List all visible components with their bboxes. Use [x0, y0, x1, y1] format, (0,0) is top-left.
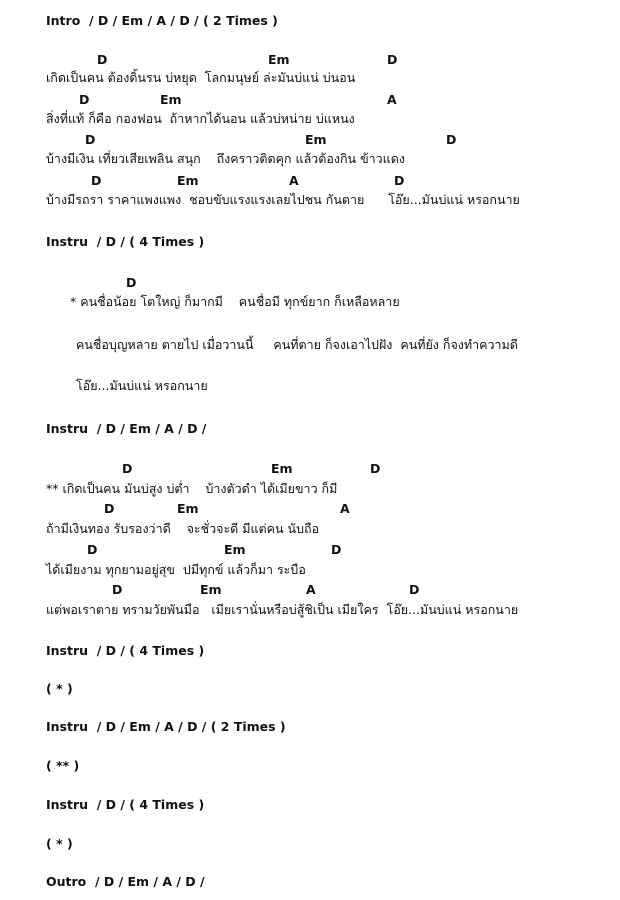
intro-line: Intro / D / Em / A / D / ( 2 Times )	[46, 13, 278, 28]
lyric-line: แต่พอเราตาย ทรามวัยพันมือ เมียเรานั่นหรือบ่สู้ชิเป็น เมียใคร โอ๊ย...มันบ่แน่ หรอกนาย	[46, 602, 519, 617]
chord: Em	[268, 52, 290, 67]
chord: D	[446, 132, 457, 147]
chord: Em	[160, 92, 182, 107]
instru-line: Instru / D / Em / A / D / ( 2 Times )	[46, 719, 286, 734]
chord: D	[85, 132, 96, 147]
lyric-line: โอ๊ย...มันบ่แน่ หรอกนาย	[76, 378, 208, 393]
repeat-marker: ( ** )	[46, 758, 80, 773]
chord: D	[370, 461, 381, 476]
chord: A	[387, 92, 397, 107]
chord: Em	[224, 542, 246, 557]
chord: D	[104, 501, 115, 516]
lyric-line: สิ่งที่แท้ ก็คือ กองฟอน ถ้าหากได้นอน แล้วบ่หน่าย บ่แหนง	[46, 111, 355, 126]
chord: D	[112, 582, 123, 597]
lyric-line: บ้างมีรถรา ราคาแพงแพง ชอบขับแรงแรงเลยไปชน กันตาย โอ๊ย...มันบ่แน่ หรอกนาย	[46, 192, 520, 207]
lyric-line: คนชื่อบุญหลาย ตายไป เมื่อวานนี้ คนที่ตาย ก็จงเอาไปฝัง คนที่ยัง ก็จงทำความดี	[76, 337, 518, 352]
chord: D	[122, 461, 133, 476]
chord: D	[97, 52, 108, 67]
chord: D	[387, 52, 398, 67]
lyric-line: ถ้ามีเงินทอง รับรองว่าดี จะชั่วจะดี มีแต่คน นับถือ	[46, 521, 320, 536]
chord: Em	[200, 582, 222, 597]
chord: Em	[305, 132, 327, 147]
chord: D	[79, 92, 90, 107]
instru-line: Instru / D / ( 4 Times )	[46, 234, 205, 249]
instru-line: Instru / D / Em / A / D /	[46, 421, 207, 436]
chord: D	[409, 582, 420, 597]
lyric-line: บ้างมีเงิน เที่ยวเสียเพลิน สนุก ถึงคราวติดคุก แล้วต้องกิน ข้าวแดง	[46, 151, 405, 166]
chord: D	[87, 542, 98, 557]
lyric-line: * คนชื่อน้อย โตใหญ่ ก็มากมี คนชื่อมี ทุกข์ยาก ก็เหลือหลาย	[70, 294, 400, 309]
lyric-line: เกิดเป็นคน ต้องดิ้นรน บ่หยุด โลกมนุษย์ ล่ะมันบ่แน่ บ่นอน	[46, 70, 356, 85]
chord: A	[289, 173, 299, 188]
chord: Em	[271, 461, 293, 476]
repeat-marker: ( * )	[46, 836, 73, 851]
instru-line: Instru / D / ( 4 Times )	[46, 643, 205, 658]
chord: A	[306, 582, 316, 597]
repeat-marker: ( * )	[46, 681, 73, 696]
instru-line: Instru / D / ( 4 Times )	[46, 797, 205, 812]
chord: A	[340, 501, 350, 516]
lyric-line: ** เกิดเป็นคน มันบ่สูง บ่ต่ำ บ้างตัวดำ ได้เมียขาว ก็มี	[46, 481, 338, 496]
outro-line: Outro / D / Em / A / D /	[46, 874, 205, 889]
chord: Em	[177, 501, 199, 516]
chord: D	[331, 542, 342, 557]
chord: D	[126, 275, 137, 290]
chord: D	[394, 173, 405, 188]
lyric-line: ได้เมียงาม ทุกยามอยู่สุข ปมีทุกข์ แล้วก็มา ระบือ	[46, 562, 306, 577]
chord: D	[91, 173, 102, 188]
chord: Em	[177, 173, 199, 188]
